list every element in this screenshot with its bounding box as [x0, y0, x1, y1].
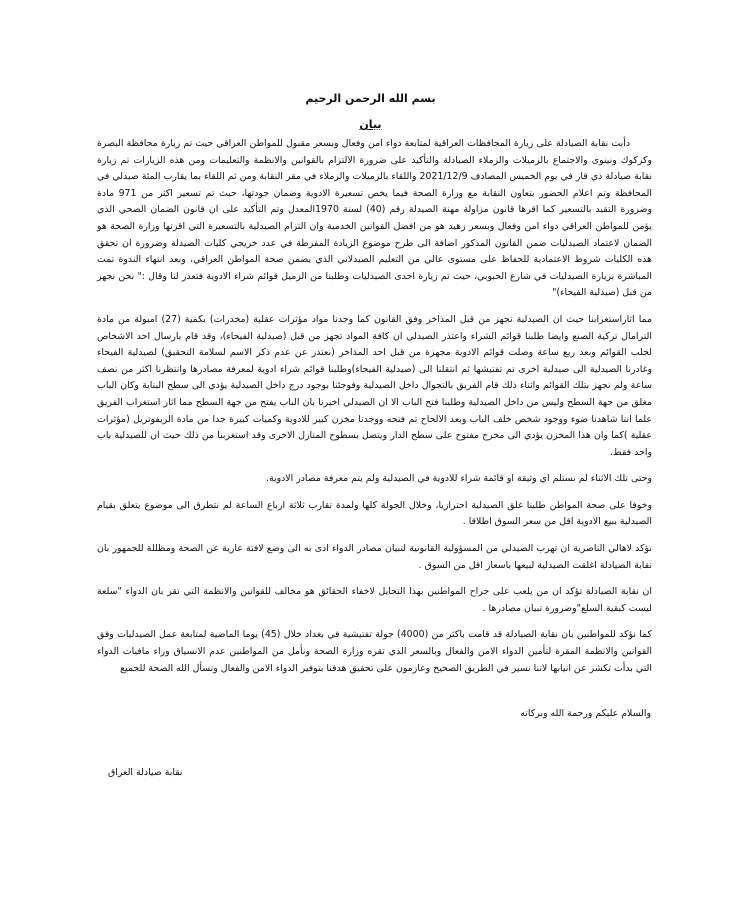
basmala-heading: بسم الله الرحمن الرحيم	[305, 92, 436, 105]
paragraph-intro: دأبت نقابة الصيادلة على زيارة المحافظات العراقية لمتابعة دواء امن وفعال وبسعر مقبول للمواطن العراقي حيث تم زيارة محافظة البصرة وكركوك ونينوى والاجتماع بالزميلات والزملاء الصيادلة والتأكيد على ضرورة الالتزام بالقوانين والانظمة والتعليمات ومن هذه الزيارات تم زيارة نقابة صيادلة ذي قار في يوم الخميس المصادف 2021/12/9 واللقاء بالزميلات والزملاء في مقر النقابة ومن ثم اللقاء بما يقارب المئة صيدلي في المحافظة وتم اعلام الحضور بتعاون النقابة مع وزارة الصحة فيما يخص تسعيرة الادوية وضمان جودتها، حيث تم تسعير اكثر من 971 مادة وضرورة التقيد بالتسعير كما اقرها قانون مزاولة مهنة الصيدلة رقم (40) لسنة 1970المعدل وتم التأكيد على ان قانون الضمان الصحي الذي يؤمن للمواطن العراقي دواء امن وفعال وبسعر زهيد هو من افضل القوانين الخدمية وان التزام الصيدلية بالتسعيرة التي اقرتها وزارة الصحة هو الضمان لاعتماد الصيدليات ضمن القانون المذكور اضافة الى طرح موضوع الزيادة المفرطة في عدد خريجي كليات الصيدلة وضرورة ان تحقق هذه الكليات شروط الاعتمادية للحفاظ على مستوى عالي من التعليم الصيدلاني الذي يضمن صحة المواطن العراقي، وبعد انتهاء الندوة تمت المباشرة بزيارة الصيدليات في شارع الحبوبي، حيث تم زيارة احدى الصيدليات وطلبنا من الزميل قوائم شراء الادوية فتعذر لنا وقال :" نحن نجهز من قبل (صيدلية الفيحاء)"	[97, 138, 652, 299]
paragraph-no-documents: وحتى تلك الاثناء لم نستلم اي وثيقة او قائمة شراء للادوية في الصيدلية ولم يتم معرفة مصادر الادوية.	[265, 473, 652, 485]
statement-body	[97, 136, 652, 687]
paragraph-inspection: مما اثاراستغرابنا حيث ان الصيدلية تجهز من قبل المذاخر وفق القانون كما وجدنا مواد مؤثرات عقلية (مخدرات) بكمية (27) امبولة من مادة الترامال تركية الصنع وايضا طلبنا قوائم الشراء واعتذر الصيدلي ان كافة المواد تجهز من قبل (صيدلية الفيحاء)، وقد قام بارسال احد الاشخاص لجلب القوائم وبعد ربع ساعة وصلت قوائم الادوية مجهزة من قبل احد المذاخر (نعتذر عن عدم ذكر الاسم لسلامة التحقيق) لصيدلية الفيحاء وغادرنا الصيدلية الى صيدلية اخرى تم تفتيشها ثم انتقلنا الى (صيدلية الفيحاء)وطلبنا قوائم شراء ادوية لمعرفة مصادرها وانتظرنا اكثر من نصف ساعة ولم نجهز بتلك القوائم واثناء ذلك قام الفريق بالتجوال داخل الصيدلية وفوجئنا بوجود درج داخل الصيدلية يؤدي الى سطح البناية وكان الباب مغلق من جهة السطح وليس من داخل الصيدلية وطلبنا فتح الباب الا ان الصيدلي اخبرنا بان الباب يفتح من جهة السطح مما اثار استغراب الفريق علما اننا شاهدنا ضوء ووجود شخص خلف الباب وبعد الالحاح تم فتحه ووجدنا مخزن كبير للادوية وكميات كبيرة جدا من مادة الريفوتريل (مؤثرات عقلية )كما وان هذا المخزن يؤدي الى مخرج مفتوح على سطح الدار ويتصل بسطوح المنازل الاخرى وقد استغربنا من ذلك حيث ان للصيدلية باب واحد فقط.	[97, 313, 652, 458]
paragraph-warning: ان نقابة الصيادلة تؤكد ان من يلعب على جراح المواطنين بهذا التحايل لاخفاء الحقائق هو مخالف للقوانين والانظمة التي تقر بان الدواء "سلعة ليست كبقية السلع"وضرورة تبيان مصادرها .	[97, 586, 652, 614]
statement-title: بيان	[359, 118, 382, 131]
paragraph-baghdad-tours: كما نؤكد للمواطنين بان نقابة الصيادلة قد قامت باكثر من (4000) جولة تفتيشية في بغداد خلال (45) يوما الماضية لمتابعة عمل الصيدليات وفق القوانين والانظمة المقرة لتأمين الدواء الامن والفعال وبالسعر الذي تقره وزارة الصحة ونأمل من المواطنين عدم الانسياق وراء مافيات الدواء التي بدأت تكشر عن انيابها لاننا نسير في الطريق الصحيح وعازمون على تحقيق هدفنا بتوفير الدواء الامن والفعال ونسأل الله الصحة للجميع	[97, 629, 652, 674]
paragraph-closure: وخوفا على صحة المواطن طلبنا غلق الصيدلية احترازيا، وخلال الجولة كلها ولمدة تقارب ثلاثة ارباع الساعة لم نتطرق الى موضوع يتعلق بقيام الصيدلية ببيع الادوية اقل من سعر السوق اطلاقا .	[97, 499, 652, 528]
signature: نقابة صيادلة العراق	[108, 767, 183, 778]
closing-greeting: والسلام عليكم ورحمة الله وبركاته	[520, 708, 651, 719]
paragraph-nasiriyah: نؤكد لاهالي الناصرية ان تهرب الصيدلي من المسؤولية القانونية لتبيان مصادر الدواء ادى به الى وضع لافتة عارية عن الصحة ومظللة للجمهور بان نقابة الصيادلة اغلقت الصيدلية لبيعها باسعار اقل من السوق .	[97, 543, 652, 571]
